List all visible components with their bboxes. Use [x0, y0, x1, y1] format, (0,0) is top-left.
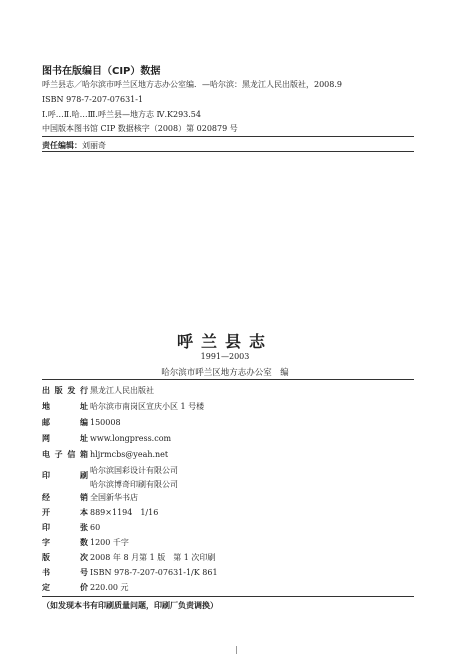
cip-line-classification: Ⅰ.呼…Ⅱ.哈…Ⅲ.呼兰县—地方志 Ⅳ.K293.54: [42, 110, 201, 119]
cip-line-title: 呼兰县志／哈尔滨市呼兰区地方志办公室编．—哈尔滨：黑龙江人民出版社，2008.9: [42, 80, 342, 89]
editor-name: 刘丽奇: [82, 141, 106, 150]
imprint-row-wordcount: 字数 1200 千字: [42, 538, 129, 547]
printer-name-2: 哈尔滨博奇印刷有限公司: [90, 480, 178, 489]
imprint-row-publisher: 出版发行 黑龙江人民出版社: [42, 386, 154, 395]
imprint-row-website: 网址 www.longpress.com: [42, 434, 172, 443]
page-edge-mark: [236, 646, 241, 654]
imprint-row-distributor: 经销 全国新华书店: [42, 493, 138, 502]
editor-divider: [42, 151, 414, 152]
imprint-row-price: 定价 220.00 元: [42, 583, 129, 592]
imprint-row-email: 电子信箱 hljrmcbs@yeah.net: [42, 450, 169, 459]
printer-name-1: 哈尔滨国彩设计有限公司: [90, 466, 178, 475]
imprint-top-divider: [42, 379, 414, 380]
imprint-row-edition: 版次 2008 年 8 月第 1 版 第 1 次印刷: [42, 553, 216, 562]
imprint-row-printer: 印刷: [42, 471, 88, 480]
book-years: 1991—2003: [200, 352, 250, 361]
cip-divider: [42, 136, 414, 137]
imprint-row-postcode: 邮编 150008: [42, 418, 121, 427]
cip-line-record: 中国版本图书馆 CIP 数据核字（2008）第 020879 号: [42, 124, 238, 133]
book-title: 呼兰县志: [176, 332, 273, 351]
imprint-bottom-divider: [42, 596, 414, 597]
imprint-row-format: 开本 889×1194 1/16: [42, 508, 159, 517]
imprint-row-address: 地址 哈尔滨市南岗区宣庆小区 1 号楼: [42, 402, 205, 411]
book-compiler: 哈尔滨市呼兰区地方志办公室 编: [161, 368, 289, 378]
imprint-row-isbn: 书号 ISBN 978-7-207-07631-1/K 861: [42, 568, 218, 577]
quality-footnote: （如发现本书有印刷质量问题，印刷厂负责调换）: [42, 601, 218, 610]
imprint-row-sheets: 印张 60: [42, 523, 101, 532]
cip-line-isbn: ISBN 978-7-207-07631-1: [42, 95, 144, 104]
responsible-editor: [42, 140, 106, 151]
editor-label: 责任编辑：: [42, 141, 82, 150]
cip-heading: 图书在版编目（CIP）数据: [42, 66, 161, 77]
